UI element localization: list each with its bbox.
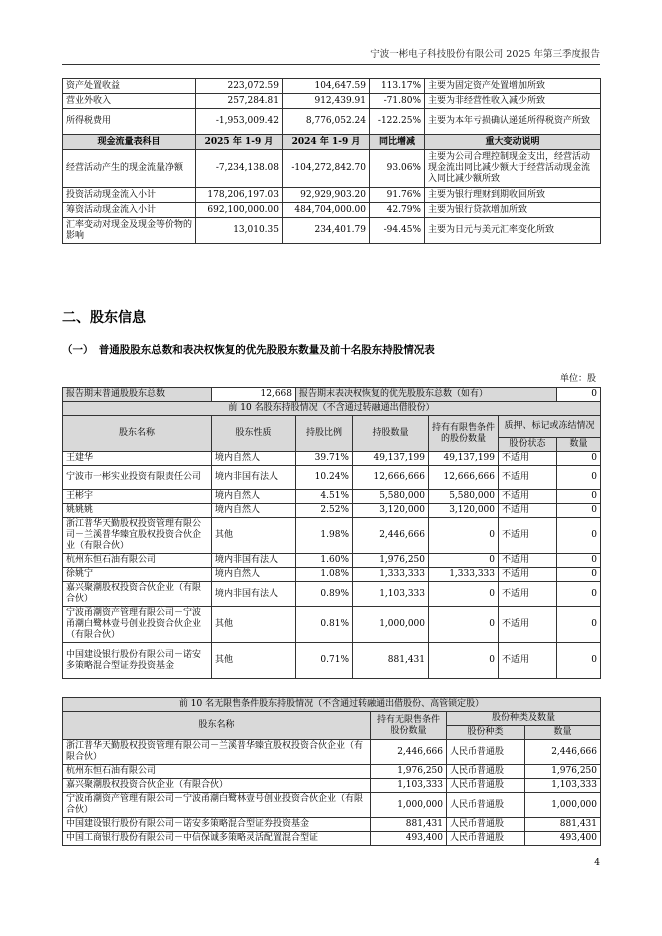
cashflow-header-row <box>63 135 601 150</box>
table-cell: 资产处置收益 <box>63 79 196 94</box>
table-cell: 0 <box>557 504 601 518</box>
table-cell: 42.79% <box>370 203 425 218</box>
col-holder-name: 股东名称 <box>63 416 212 452</box>
table-cell: 人民币普通股 <box>447 740 525 765</box>
table-cell: 912,439.91 <box>283 94 370 109</box>
table-cell: 1,000,000 <box>353 607 429 643</box>
col-holding-ratio: 持股比例 <box>296 416 353 452</box>
table-cell: 1,103,333 <box>525 779 601 793</box>
table-cell: 0 <box>557 452 601 466</box>
table-row <box>63 518 601 554</box>
table-cell: 0 <box>557 607 601 643</box>
table-row <box>63 554 601 568</box>
table-cell: 筹资活动现金流入小计 <box>63 203 196 218</box>
table-cell: 营业外收入 <box>63 94 196 109</box>
table-cell: 浙江普华天勤股权投资管理有限公司－兰溪普华臻宜股权投资合伙企业（有限合伙） <box>63 740 371 765</box>
table-cell: 中国建设银行股份有限公司－诺安多策略混合型证券投资基金 <box>63 818 371 832</box>
table-cell: 不适用 <box>499 504 557 518</box>
table-cell: 0 <box>557 568 601 582</box>
table-cell: 主要为公司合理控制现金支出，经营活动现金流出同比减少额大于经营活动现金流入同比减少额所致 <box>425 150 601 188</box>
table-cell: 境内非国有法人 <box>212 582 296 607</box>
col-holder-nature: 股东性质 <box>212 416 296 452</box>
table-row <box>63 779 601 793</box>
table-cell: 姚姚姚 <box>63 504 212 518</box>
table-row <box>63 582 601 607</box>
table-cell: 1,000,000 <box>371 793 447 818</box>
table-cell: 投资活动现金流入小计 <box>63 188 196 203</box>
table-cell: 49,137,199 <box>353 452 429 466</box>
table-cell: 境内自然人 <box>212 504 296 518</box>
table-cell: 不适用 <box>499 452 557 466</box>
column-header: 现金流量表科目 <box>63 135 196 150</box>
table-row <box>63 607 601 643</box>
table-cell: 人民币普通股 <box>447 818 525 832</box>
col-unrestricted-qty: 持有无限售条件股份数量 <box>371 712 447 740</box>
table-cell: 主要为银行理财到期收回所致 <box>425 188 601 203</box>
unrestricted-shareholders-table <box>62 697 601 846</box>
col-unrestricted-name: 股东名称 <box>63 712 371 740</box>
table-cell: 881,431 <box>353 643 429 679</box>
table-cell: -94.45% <box>370 218 425 244</box>
table-row <box>63 832 601 846</box>
table-row <box>63 188 601 203</box>
table-cell: 3,120,000 <box>429 504 499 518</box>
unit-label: 单位：股 <box>559 374 596 384</box>
table-cell: 13,010.35 <box>196 218 283 244</box>
table-cell: 境内自然人 <box>212 490 296 504</box>
table-cell: 境内自然人 <box>212 568 296 582</box>
table-row <box>63 109 601 135</box>
table-cell: -7,234,138.08 <box>196 150 283 188</box>
table-row <box>63 740 601 765</box>
table-cell: 234,401.79 <box>283 218 370 244</box>
table-cell: 2.52% <box>296 504 353 518</box>
table-cell: -71.80% <box>370 94 425 109</box>
top10-shareholders-table <box>62 387 601 679</box>
table-cell: 0 <box>429 643 499 679</box>
table-cell: 12,666,666 <box>429 466 499 490</box>
unrestricted-title: 前 10 名无限售条件股东持股情况（不含通过转融通出借股份、高管锁定股） <box>63 698 601 712</box>
table-cell: 1,976,250 <box>353 554 429 568</box>
section-subtitle: （一） 普通股股东总数和表决权恢复的优先股股东数量及前十名股东持股情况表 <box>62 344 435 356</box>
table-cell: 881,431 <box>371 818 447 832</box>
table-cell: 人民币普通股 <box>447 793 525 818</box>
table-cell: 2,446,666 <box>353 518 429 554</box>
table-row <box>63 466 601 490</box>
table-cell: 484,704,000.00 <box>283 203 370 218</box>
header-divider <box>62 64 600 65</box>
table-cell: 主要为固定资产处置增加所致 <box>425 79 601 94</box>
table-row <box>63 490 601 504</box>
table-cell: 881,431 <box>525 818 601 832</box>
col-restricted-qty: 持有有限售条件的股份数量 <box>429 416 499 452</box>
table-cell: 1,000,000 <box>525 793 601 818</box>
table-cell: 2,446,666 <box>371 740 447 765</box>
table-cell: 王建华 <box>63 452 212 466</box>
table-cell: 徐姚宁 <box>63 568 212 582</box>
table-cell: 493,400 <box>525 832 601 846</box>
table-cell: 257,284.81 <box>196 94 283 109</box>
table-cell: 5,580,000 <box>353 490 429 504</box>
page-header: 宁波一彬电子科技股份有限公司 2025 年第三季度报告 <box>370 49 600 60</box>
table-cell: 92,929,903.20 <box>283 188 370 203</box>
table-cell: 宁波市一彬实业投资有限责任公司 <box>63 466 212 490</box>
table-cell: 不适用 <box>499 466 557 490</box>
table-cell: 主要为本年亏损确认递延所得税资产所致 <box>425 109 601 135</box>
table-cell: 嘉兴聚潮股权投资合伙企业（有限合伙） <box>63 779 371 793</box>
table-cell: 178,206,197.03 <box>196 188 283 203</box>
table-cell: 主要为非经营性收入减少所致 <box>425 94 601 109</box>
table-cell: 1,976,250 <box>371 765 447 779</box>
table-cell: 经营活动产生的现金流量净额 <box>63 150 196 188</box>
table-cell: 杭州东恒石油有限公司 <box>63 554 212 568</box>
col-pledge-status: 质押、标记或冻结情况 <box>499 416 601 438</box>
table-row <box>63 793 601 818</box>
table-cell: 10.24% <box>296 466 353 490</box>
table-cell: 1.08% <box>296 568 353 582</box>
table-cell: 0 <box>557 643 601 679</box>
changes-table <box>62 78 601 244</box>
table-cell: 汇率变动对现金及现金等价物的影响 <box>63 218 196 244</box>
column-header: 2024 年 1-9 月 <box>283 135 370 150</box>
table-row <box>63 643 601 679</box>
col-holding-qty: 持股数量 <box>353 416 429 452</box>
table-cell: 93.06% <box>370 150 425 188</box>
table-cell: 不适用 <box>499 490 557 504</box>
table-cell: 不适用 <box>499 607 557 643</box>
table-cell: 0 <box>429 518 499 554</box>
pref-holders-label: 报告期末表决权恢复的优先股股东总数（如有） <box>296 388 557 402</box>
table-cell: 12,666,666 <box>353 466 429 490</box>
column-header: 2025 年 1-9 月 <box>196 135 283 150</box>
table-cell: 其他 <box>212 518 296 554</box>
table-row <box>63 765 601 779</box>
table-cell: 1,333,333 <box>429 568 499 582</box>
table-cell: 4.51% <box>296 490 353 504</box>
column-header: 同比增减 <box>370 135 425 150</box>
table-cell: 1.98% <box>296 518 353 554</box>
table-cell: 1,333,333 <box>353 568 429 582</box>
table-cell: 0.71% <box>296 643 353 679</box>
table-row <box>63 94 601 109</box>
table-cell: 境内自然人 <box>212 452 296 466</box>
col-share-kind: 股份种类 <box>447 726 525 740</box>
table-cell: 0 <box>429 607 499 643</box>
table-cell: 223,072.59 <box>196 79 283 94</box>
table-row <box>63 218 601 244</box>
column-header: 重大变动说明 <box>425 135 601 150</box>
table-cell: 3,120,000 <box>353 504 429 518</box>
col-share-type-qty: 股份种类及数量 <box>447 712 601 726</box>
table-row <box>63 452 601 466</box>
table-cell: 不适用 <box>499 582 557 607</box>
table-cell: 人民币普通股 <box>447 765 525 779</box>
table-cell: 中国建设银行股份有限公司－诺安多策略混合型证券投资基金 <box>63 643 212 679</box>
table-cell: 嘉兴聚潮股权投资合伙企业（有限合伙） <box>63 582 212 607</box>
table-cell: 0 <box>557 554 601 568</box>
table-cell: 宁波甬潮资产管理有限公司－宁波甬潮白鹭林壹号创业投资合伙企业（有限合伙） <box>63 793 371 818</box>
table-cell: 主要为日元与美元汇率变化所致 <box>425 218 601 244</box>
table-cell: 0 <box>557 518 601 554</box>
top10-title: 前 10 名股东持股情况（不含通过转融通出借股份） <box>63 402 601 416</box>
table-row <box>63 818 601 832</box>
table-cell: 不适用 <box>499 554 557 568</box>
table-cell: 杭州东恒石油有限公司 <box>63 765 371 779</box>
table-cell: 王彬宇 <box>63 490 212 504</box>
table-row <box>63 203 601 218</box>
table-cell: 0 <box>557 466 601 490</box>
table-cell: 0.89% <box>296 582 353 607</box>
table-cell: 1,103,333 <box>371 779 447 793</box>
table-cell: 39.71% <box>296 452 353 466</box>
pref-holders-value: 0 <box>557 388 601 402</box>
table-row <box>63 504 601 518</box>
table-cell: 113.17% <box>370 79 425 94</box>
table-cell: 692,100,000.00 <box>196 203 283 218</box>
table-cell: 中国工商银行股份有限公司－中信保诚多策略灵活配置混合型证 <box>63 832 371 846</box>
total-holders-value: 12,668 <box>212 388 296 402</box>
table-cell: 不适用 <box>499 643 557 679</box>
page-number: 4 <box>594 858 600 868</box>
table-cell: 浙江普华天勤股权投资管理有限公司－兰溪普华臻宜股权投资合伙企业（有限合伙） <box>63 518 212 554</box>
table-cell: 主要为银行贷款增加所致 <box>425 203 601 218</box>
table-cell: 91.76% <box>370 188 425 203</box>
table-cell: 1.60% <box>296 554 353 568</box>
table-cell: 宁波甬潮资产管理有限公司－宁波甬潮白鹭林壹号创业投资合伙企业（有限合伙） <box>63 607 212 643</box>
table-cell: 0 <box>429 582 499 607</box>
table-row <box>63 568 601 582</box>
table-cell: -1,953,009.42 <box>196 109 283 135</box>
table-cell: 其他 <box>212 643 296 679</box>
table-cell: 5,580,000 <box>429 490 499 504</box>
table-cell: 0 <box>557 582 601 607</box>
table-cell: 其他 <box>212 607 296 643</box>
table-row <box>63 150 601 188</box>
table-cell: 49,137,199 <box>429 452 499 466</box>
col-share-status: 股份状态 <box>499 438 557 452</box>
table-cell: 0.81% <box>296 607 353 643</box>
table-cell: 不适用 <box>499 568 557 582</box>
table-cell: -104,272,842.70 <box>283 150 370 188</box>
table-cell: 人民币普通股 <box>447 779 525 793</box>
table-cell: 境内非国有法人 <box>212 554 296 568</box>
table-cell: 所得税费用 <box>63 109 196 135</box>
section-title: 二、股东信息 <box>62 310 146 326</box>
table-cell: 0 <box>429 554 499 568</box>
total-holders-label: 报告期末普通股股东总数 <box>63 388 212 402</box>
table-cell: 不适用 <box>499 518 557 554</box>
table-cell: 1,976,250 <box>525 765 601 779</box>
table-cell: 104,647.59 <box>283 79 370 94</box>
col-pledge-count: 数量 <box>557 438 601 452</box>
col-share-count: 数量 <box>525 726 601 740</box>
table-cell: 493,400 <box>371 832 447 846</box>
table-cell: -122.25% <box>370 109 425 135</box>
table-cell: 8,776,052.24 <box>283 109 370 135</box>
table-cell: 0 <box>557 490 601 504</box>
table-cell: 人民币普通股 <box>447 832 525 846</box>
table-cell: 1,103,333 <box>353 582 429 607</box>
table-row <box>63 79 601 94</box>
table-cell: 2,446,666 <box>525 740 601 765</box>
table-cell: 境内非国有法人 <box>212 466 296 490</box>
